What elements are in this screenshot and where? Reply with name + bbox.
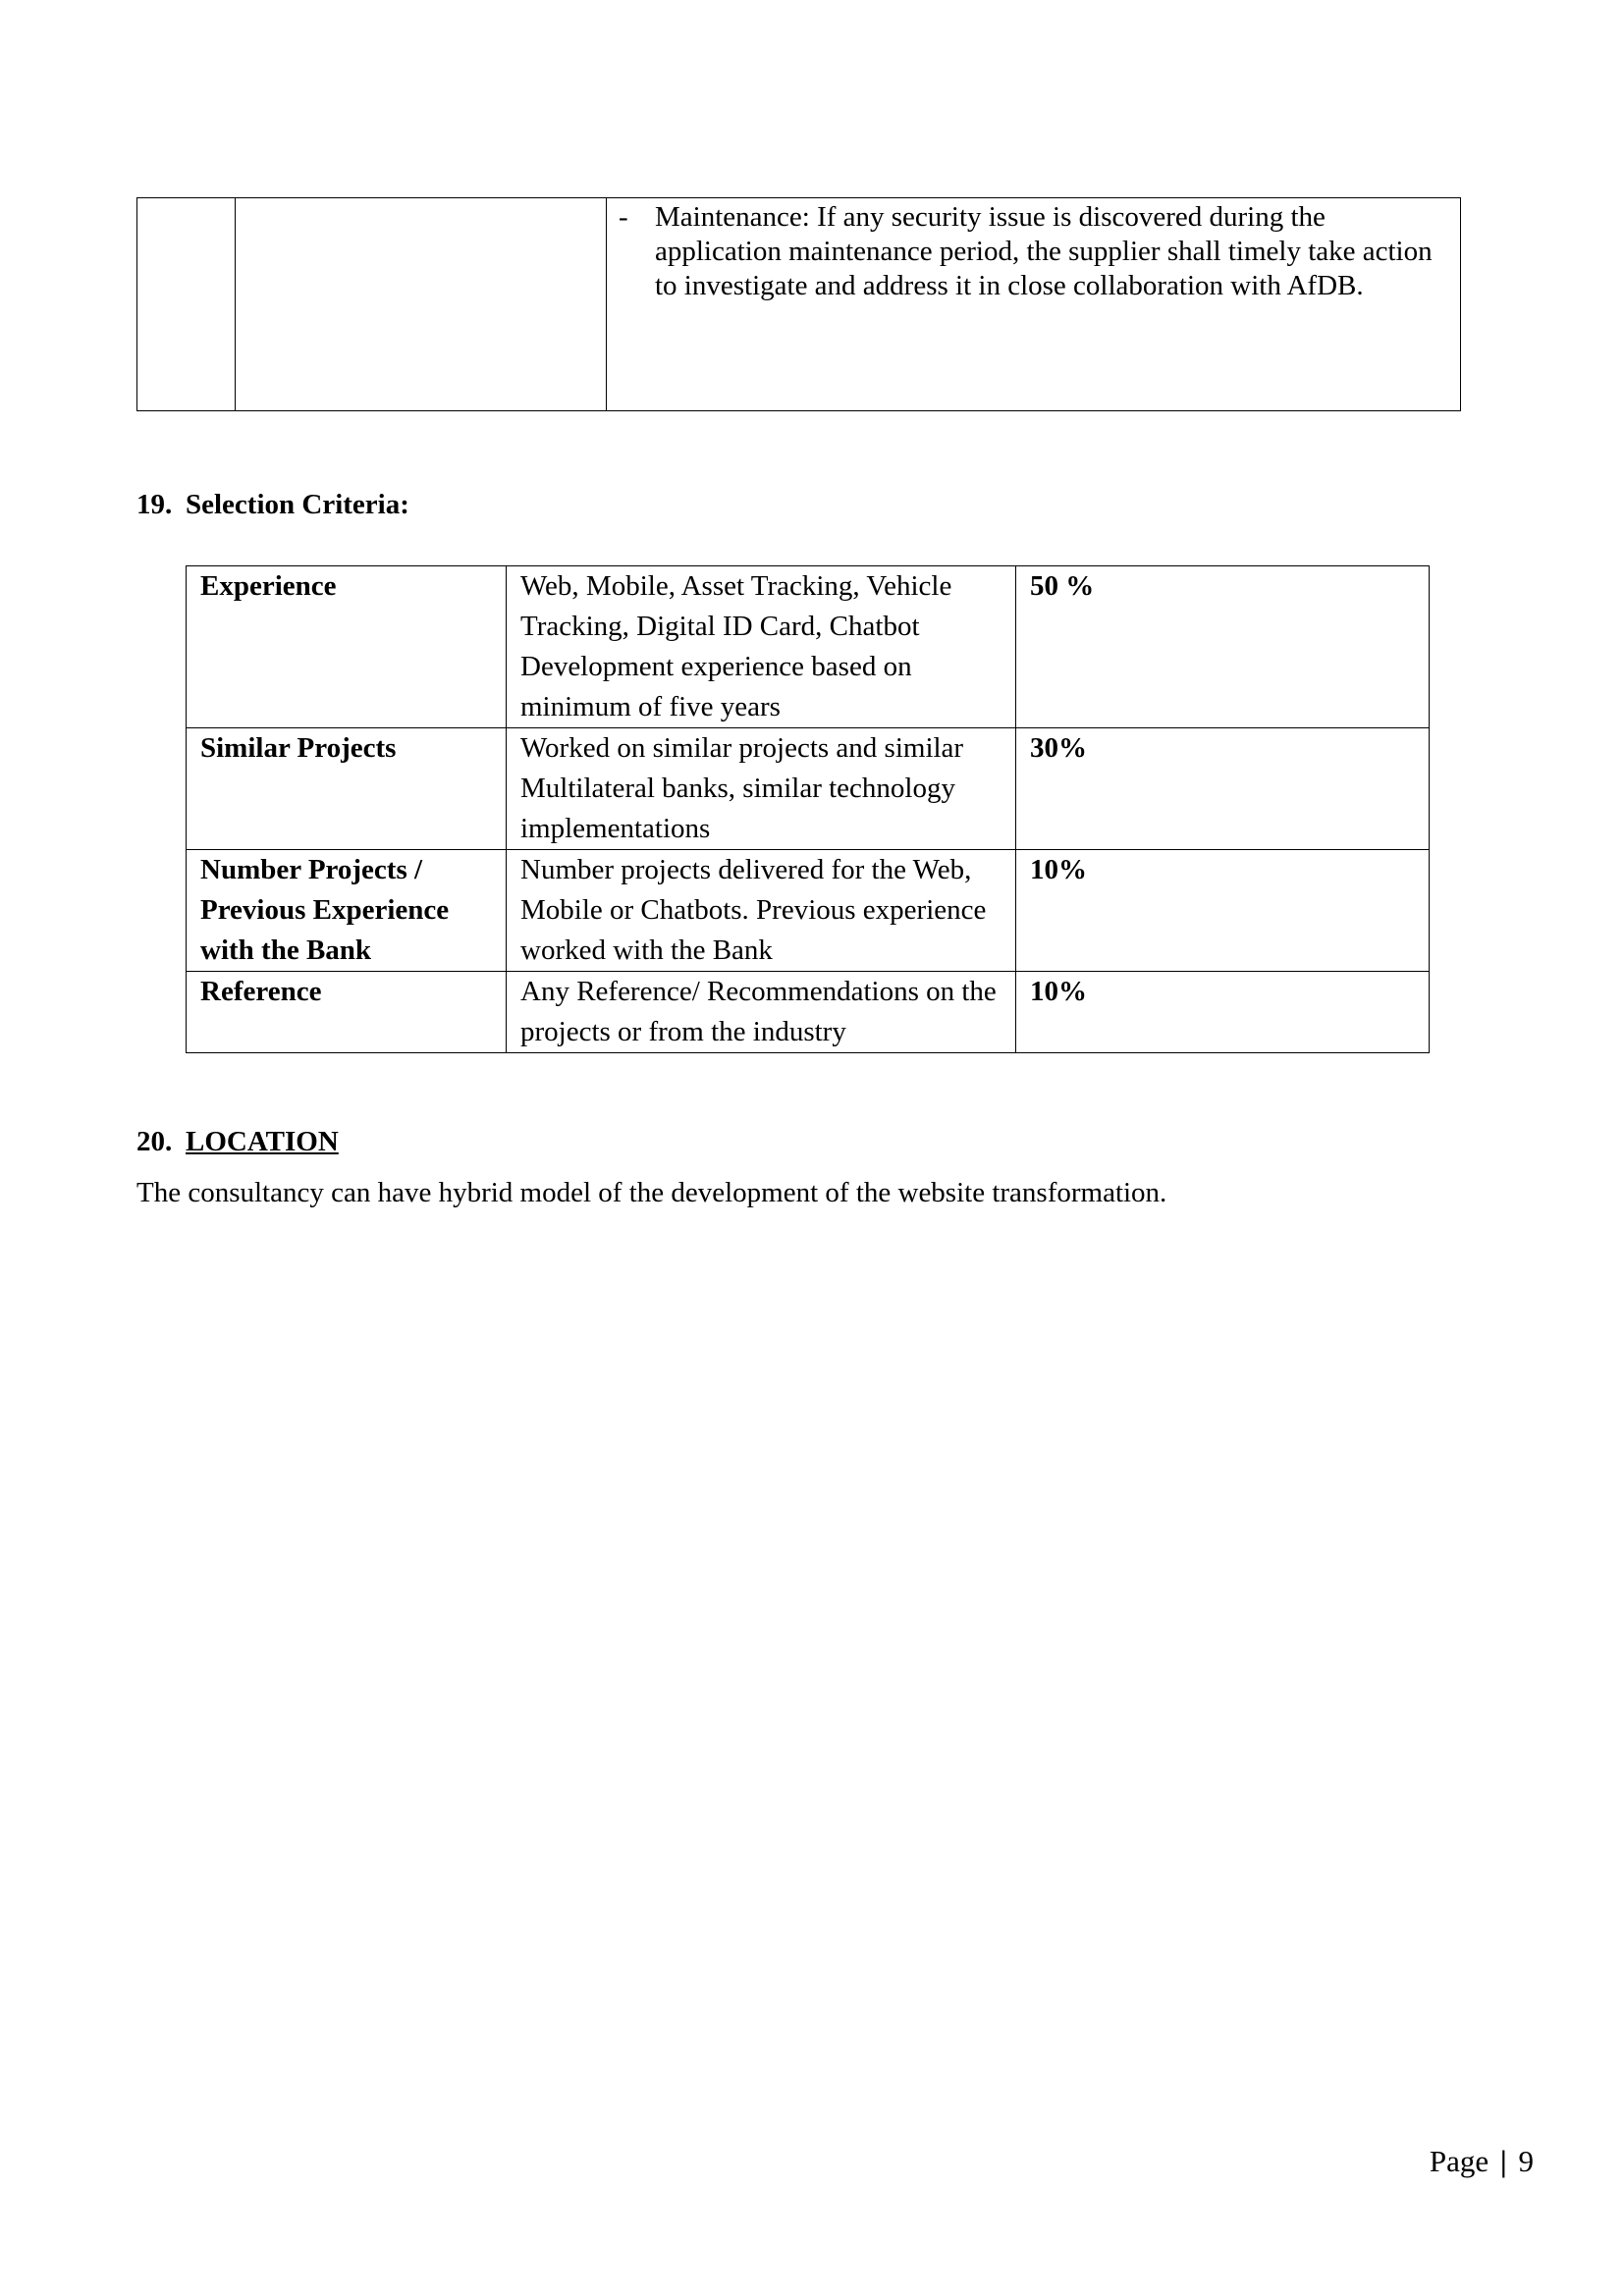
section-title: Selection Criteria:: [186, 489, 409, 520]
criterion-weight: 10%: [1016, 972, 1430, 1053]
criterion-description: Number projects delivered for the Web, Mobile or Chatbots. Previous experience worked with the Bank: [507, 850, 1016, 972]
criterion-weight: 50 %: [1016, 566, 1430, 728]
section-heading-location: [136, 1124, 339, 1159]
section-title: LOCATION: [186, 1126, 339, 1157]
page-footer: [1430, 2143, 1534, 2180]
criterion-weight: 10%: [1016, 850, 1430, 972]
table-row: [187, 566, 1430, 728]
table-row: [187, 972, 1430, 1053]
maintenance-text: Maintenance: If any security issue is discovered during the application maintenance period, the supplier shall timely take action to investigate and address it in close collaboration with AfDB.: [655, 201, 1433, 301]
criterion-description: Worked on similar projects and similar Multilateral banks, similar technology implementations: [507, 728, 1016, 850]
location-paragraph: The consultancy can have hybrid model of the development of the website transformation.: [136, 1177, 1167, 1208]
table-cell-maintenance: [607, 198, 1461, 411]
list-item: [607, 198, 1460, 303]
criterion-name: Similar Projects: [187, 728, 507, 850]
section-number: 19.: [136, 489, 173, 520]
selection-criteria-table: [186, 565, 1430, 1053]
table-row: [187, 728, 1430, 850]
criterion-name: Number Projects / Previous Experience with the Bank: [187, 850, 507, 972]
section-heading-selection-criteria: [136, 487, 409, 522]
table-row: [137, 198, 1461, 411]
table-cell-empty-2: [236, 198, 607, 411]
page-label: Page: [1429, 2144, 1489, 2178]
section-number: 20.: [136, 1126, 173, 1157]
criterion-description: Web, Mobile, Asset Tracking, Vehicle Tracking, Digital ID Card, Chatbot Development experience based on minimum of five years: [507, 566, 1016, 728]
continuation-table: [136, 197, 1461, 411]
table-cell-empty-1: [137, 198, 236, 411]
criterion-name: Experience: [187, 566, 507, 728]
criterion-weight: 30%: [1016, 728, 1430, 850]
criterion-name: Reference: [187, 972, 507, 1053]
criterion-description: Any Reference/ Recommendations on the projects or from the industry: [507, 972, 1016, 1053]
list-bullet: -: [619, 201, 628, 233]
table-row: [187, 850, 1430, 972]
page-separator: |: [1499, 2144, 1507, 2178]
page-number: 9: [1518, 2144, 1534, 2178]
